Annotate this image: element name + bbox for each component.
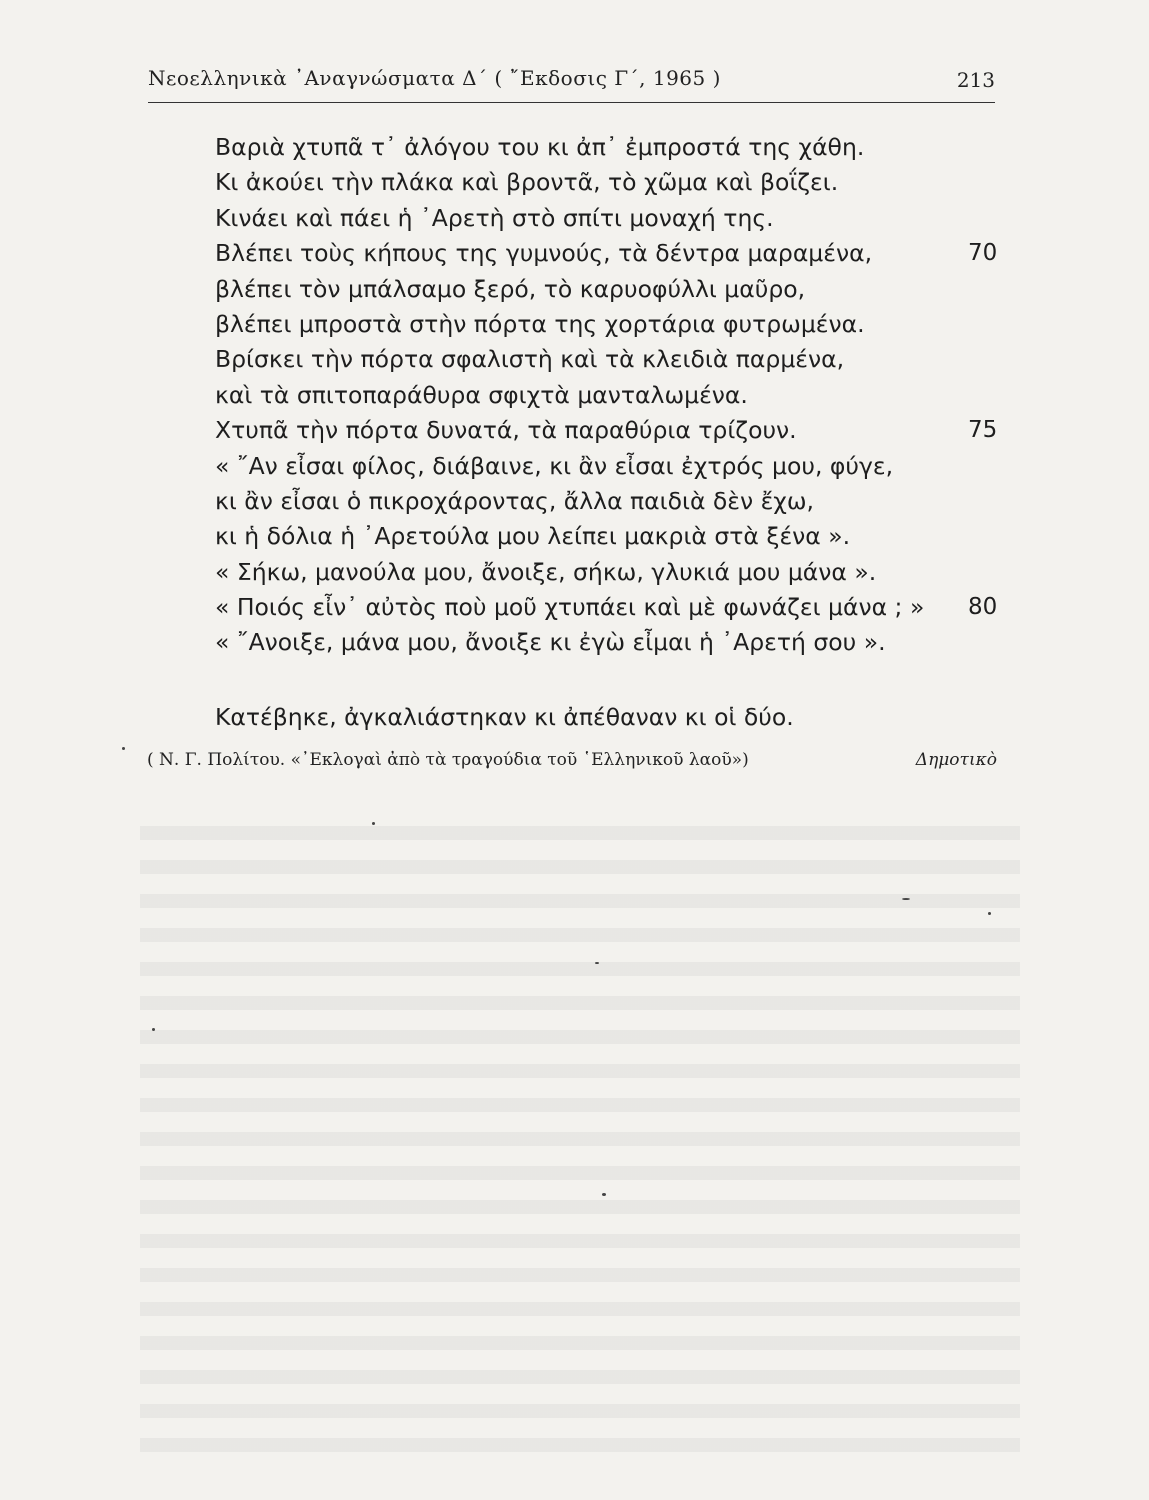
header-title: Νεοελληνικὰ ᾿Αναγνώσματα Δ΄ ( ῎Εκδοσις Γ΄, 1965 ) — [148, 66, 721, 90]
verse-number: 70 — [968, 240, 998, 267]
verse-line — [215, 625, 1005, 660]
verse-line — [215, 307, 1005, 342]
verse-text: « Ποιός εἶν᾽ αὐτὸς ποὺ μοῦ χτυπάει καὶ μὲ φωνάζει μάνα ; » — [215, 593, 925, 622]
verse-line — [215, 378, 1005, 413]
ink-speck — [372, 822, 375, 825]
ink-speck — [988, 912, 991, 915]
verse-text: καὶ τὰ σπιτοπαράθυρα σφιχτὰ μανταλωμένα. — [215, 380, 748, 409]
ink-speck — [122, 747, 125, 750]
verse-line — [215, 413, 1005, 448]
verse-text: κι ἡ δόλια ἡ ᾿Αρετούλα μου λείπει μακριὰ στὰ ξένα ». — [215, 522, 851, 551]
verse-line — [215, 201, 1005, 236]
verse-text: Κινάει καὶ πάει ἡ ᾿Αρετὴ στὸ σπίτι μοναχή της. — [215, 203, 774, 232]
bleed-through-texture — [140, 810, 1020, 1460]
verse-number: 80 — [968, 594, 998, 621]
verse-line — [215, 130, 1005, 165]
poem-body — [215, 130, 1005, 661]
citation-genre: Δημοτικὸ — [915, 750, 997, 770]
verse-text: βλέπει μπροστὰ στὴν πόρτα της χορτάρια φυτρωμένα. — [215, 309, 865, 338]
verse-text: Χτυπᾶ τὴν πόρτα δυνατά, τὰ παραθύρια τρίζουν. — [215, 416, 797, 445]
verse-text: Κι ἀκούει τὴν πλάκα καὶ βροντᾶ, τὸ χῶμα καὶ βοΐζει. — [215, 168, 839, 197]
verse-text: Βρίσκει τὴν πόρτα σφαλιστὴ καὶ τὰ κλειδιὰ παρμένα, — [215, 345, 845, 374]
verse-text: Βαριὰ χτυπᾶ τ᾽ ἀλόγου του κι ἀπ᾽ ἐμπροστά της χάθη. — [215, 133, 865, 161]
verse-text: « Σήκω, μανούλα μου, ἄνοιξε, σήκω, γλυκιά μου μάνα ». — [215, 557, 877, 586]
verse-line — [215, 555, 1005, 590]
verse-line — [215, 484, 1005, 519]
verse-line — [215, 590, 1005, 625]
verse-line — [215, 449, 1005, 484]
citation — [147, 750, 997, 780]
ink-speck — [602, 1193, 606, 1196]
verse-line — [215, 165, 1005, 200]
verse-text: κι ἂν εἶσαι ὁ πικροχάροντας, ἄλλα παιδιὰ δὲν ἔχω, — [215, 486, 815, 515]
verse-line — [215, 342, 1005, 377]
verse-text: « ῎Αν εἶσαι φίλος, διάβαινε, κι ἂν εἶσαι ἐχτρός μου, φύγε, — [215, 451, 894, 480]
verse-line — [215, 236, 1005, 271]
running-header — [148, 62, 995, 103]
verse-text: « ῎Ανοιξε, μάνα μου, ἄνοιξε κι ἐγὼ εἶμαι ἡ ᾿Αρετή σου ». — [215, 628, 886, 657]
verse-line — [215, 272, 1005, 307]
ink-speck — [152, 1028, 155, 1031]
verse-text: Βλέπει τοὺς κήπους της γυμνούς, τὰ δέντρα μαραμένα, — [215, 239, 873, 268]
final-verse: Κατέβηκε, ἀγκαλιάστηκαν κι ἀπέθαναν κι οἱ δύο. — [215, 703, 794, 731]
citation-source: ( Ν. Γ. Πολίτου. «᾿Εκλογαὶ ἀπὸ τὰ τραγούδια τοῦ ῾Ελληνικοῦ λαοῦ») — [147, 750, 749, 770]
verse-text: βλέπει τὸν μπάλσαμο ξερό, τὸ καρυοφύλλι μαῦρο, — [215, 274, 806, 303]
ink-speck — [902, 898, 910, 900]
verse-line — [215, 519, 1005, 554]
page-number: 213 — [956, 68, 995, 92]
verse-number: 75 — [968, 417, 998, 444]
ink-speck — [595, 962, 599, 964]
